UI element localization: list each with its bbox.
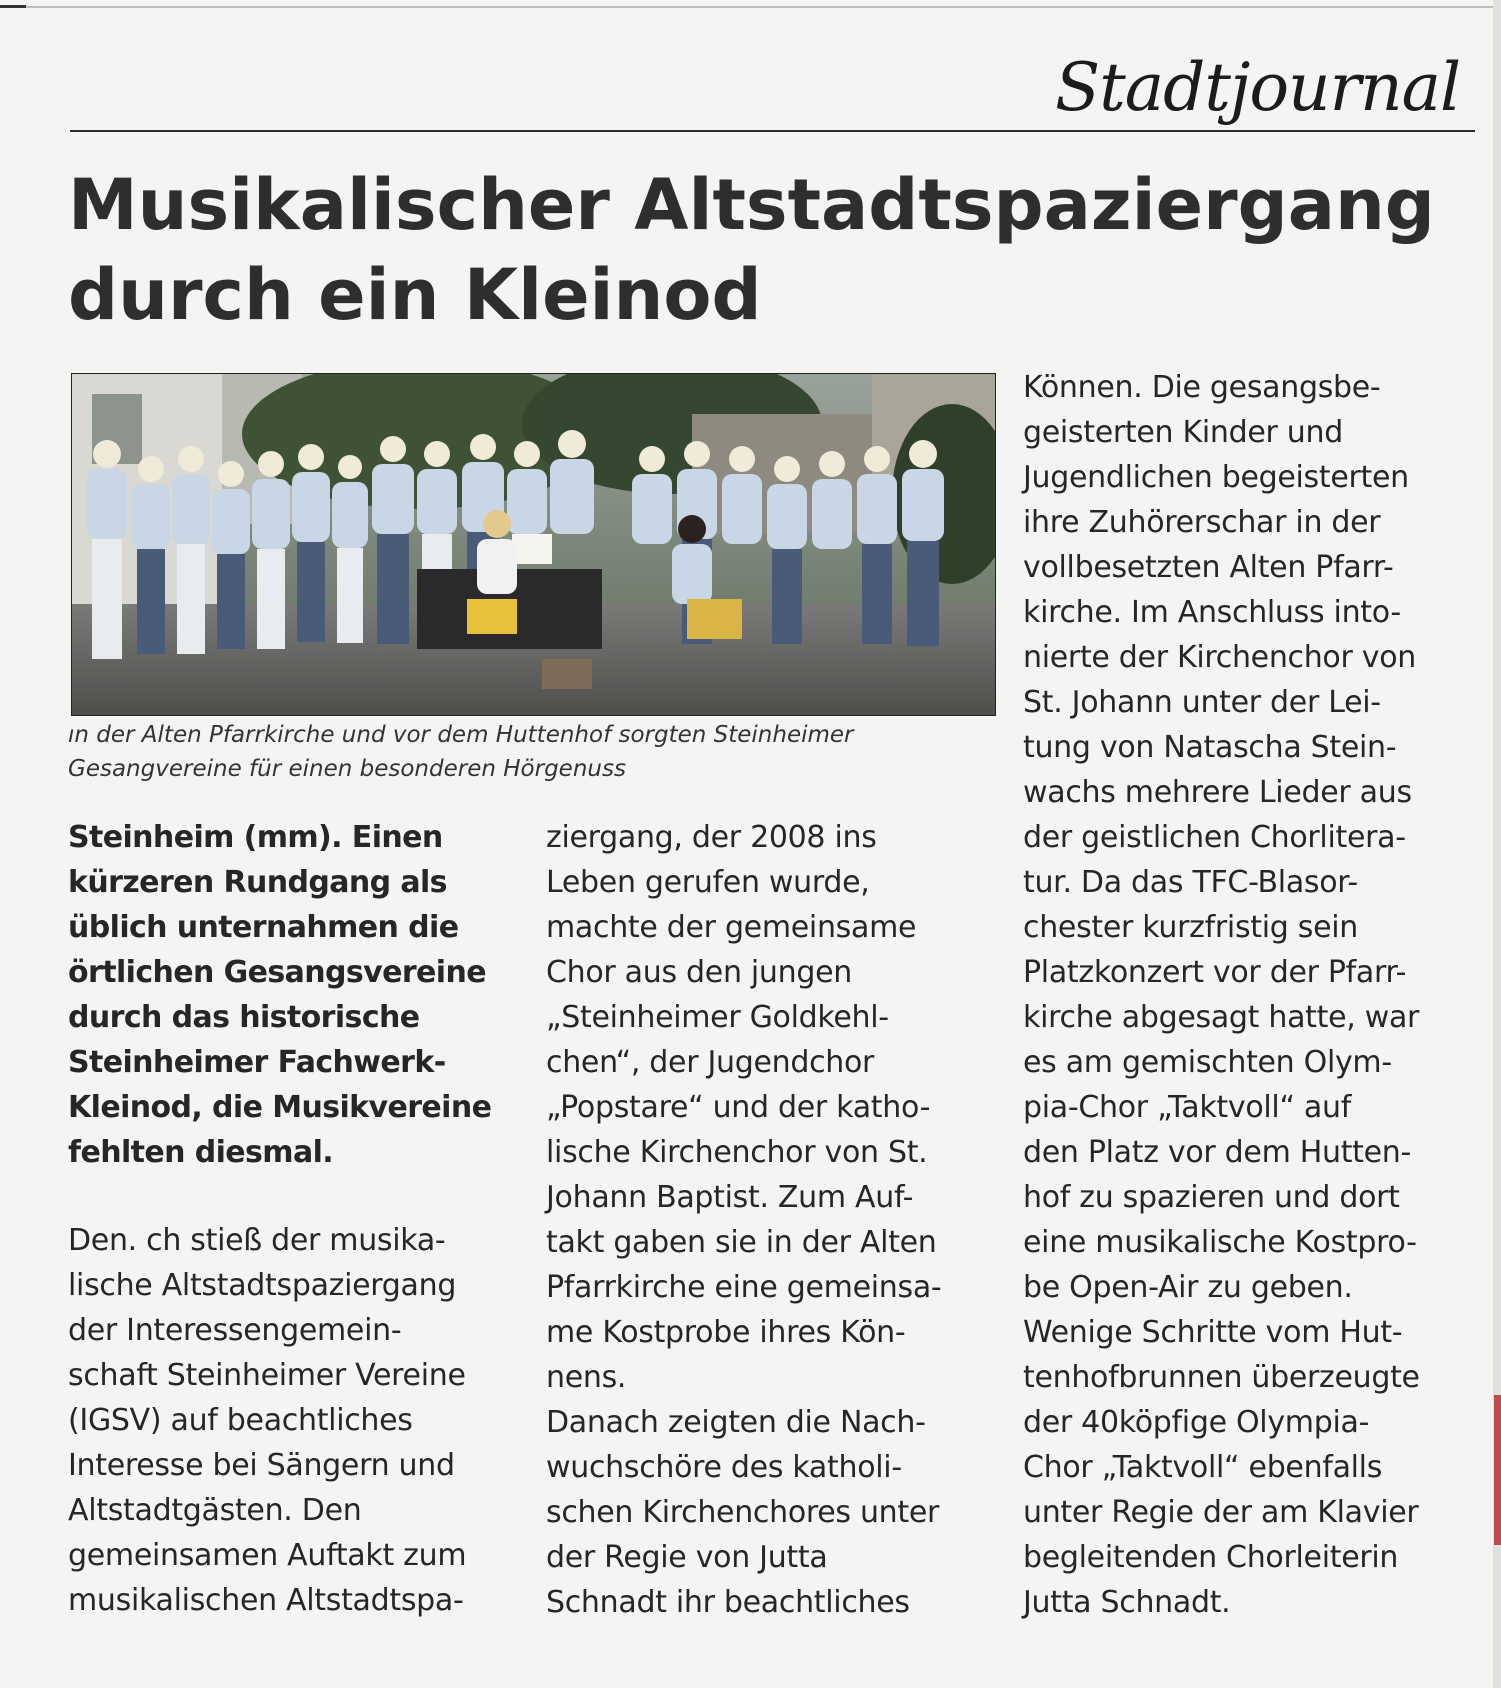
text-line: pia-Chor „Taktvoll“ auf [1023,1090,1351,1125]
text-line: Danach zeigten die Nach- [546,1405,926,1440]
text-line: Jugendlichen begeisterten [1023,460,1409,495]
text-line: den Platz vor dem Hutten- [1023,1135,1412,1170]
text-line: Platzkonzert vor der Pfarr- [1023,955,1407,990]
top-border [0,6,1501,8]
photo-caption [68,718,1008,786]
text-line: Pfarrkirche eine gemeinsa- [546,1270,942,1305]
text-line: Altstadtgästen. Den [68,1493,362,1528]
text-line: Leben gerufen wurde, [546,865,870,900]
text-line: nens. [546,1360,627,1395]
text-line: schen Kirchenchores unter [546,1495,940,1530]
text-line: schaft Steinheimer Vereine [68,1358,466,1393]
text-line: wachs mehrere Lieder aus [1023,775,1412,810]
text-line: Johann Baptist. Zum Auf- [546,1180,914,1215]
lead-line: Steinheim (mm). Einen [68,820,443,855]
lead-line: Kleinod, die Musikvereine [68,1090,492,1125]
choir-photo [71,373,996,716]
text-line: der Interessengemein- [68,1313,402,1348]
text-line: Interesse bei Sängern und [68,1448,455,1483]
text-line: lische Kirchenchor von St. [546,1135,928,1170]
choir-photo-illustration [72,374,995,715]
article-column-3 [1023,365,1478,1625]
text-line: Schnadt ihr beachtliches [546,1585,910,1620]
text-line: tur. Da das TFC-Blasor- [1023,865,1358,900]
text-line: ziergang, der 2008 ins [546,820,877,855]
article-lead [68,815,538,1175]
text-line: geisterten Kinder und [1023,415,1343,450]
text-line: „Steinheimer Goldkehl- [546,1000,889,1035]
text-line: machte der gemeinsame [546,910,917,945]
text-line: der geistlichen Chorlitera- [1023,820,1406,855]
lead-line: kürzeren Rundgang als [68,865,447,900]
text-line: me Kostprobe ihres Kön- [546,1315,906,1350]
text-line: „Popstare“ und der katho- [546,1090,931,1125]
text-line: Chor aus den jungen [546,955,852,990]
text-line: wuchschöre des katholi- [546,1450,902,1485]
text-line: hof zu spazieren und dort [1023,1180,1400,1215]
text-line: be Open-Air zu geben. [1023,1270,1353,1305]
text-line: chester kurzfristig sein [1023,910,1359,945]
top-border-mark [0,5,26,8]
text-line: nierte der Kirchenchor von [1023,640,1416,675]
lead-line: durch das historische [68,1000,420,1035]
text-line: Können. Die gesangsbe- [1023,370,1381,405]
text-line: Wenige Schritte vom Hut- [1023,1315,1403,1350]
text-line: der Regie von Jutta [546,1540,828,1575]
text-line: chen“, der Jugendchor [546,1045,875,1080]
masthead-title: Stadtjournal [1055,49,1461,126]
text-line: Den. ch stieß der musika- [68,1223,446,1258]
text-line: St. Johann unter der Lei- [1023,685,1381,720]
article-column-1 [68,1218,538,1623]
text-line: kirche. Im Anschluss into- [1023,595,1401,630]
text-line: eine musikalische Kostpro- [1023,1225,1417,1260]
text-line: vollbesetzten Alten Pfarr- [1023,550,1394,585]
text-line: unter Regie der am Klavier [1023,1495,1419,1530]
caption-line: Gesangvereine für einen besonderen Hörgenuss [68,756,626,782]
lead-line: fehlten diesmal. [68,1135,334,1170]
text-line: musikalischen Altstadtspa- [68,1583,464,1618]
lead-line: Steinheimer Fachwerk- [68,1045,446,1080]
headline-line: durch ein Kleinod [68,254,762,336]
caption-line: ın der Alten Pfarrkirche und vor dem Huttenhof sorgten Steinheimer [68,722,854,748]
page-edge-mark [1494,1395,1501,1545]
text-line: Chor „Taktvoll“ ebenfalls [1023,1450,1383,1485]
text-line: (IGSV) auf beachtliches [68,1403,413,1438]
text-line: tung von Natascha Stein- [1023,730,1397,765]
text-line: gemeinsamen Auftakt zum [68,1538,467,1573]
masthead-rule [70,130,1475,132]
article-column-2 [546,815,1016,1625]
text-line: es am gemischten Olym- [1023,1045,1392,1080]
text-line: takt gaben sie in der Alten [546,1225,937,1260]
text-line: begleitenden Chorleiterin [1023,1540,1399,1575]
text-line: lische Altstadtspaziergang [68,1268,457,1303]
text-line: ihre Zuhörerschar in der [1023,505,1381,540]
lead-line: üblich unternahmen die [68,910,459,945]
headline-line: Musikalischer Altstadtspaziergang [68,164,1435,246]
article-headline [68,160,1438,340]
text-line: der 40köpfige Olympia- [1023,1405,1370,1440]
text-line: tenhofbrunnen überzeugte [1023,1360,1420,1395]
lead-line: örtlichen Gesangsvereine [68,955,486,990]
text-line: Jutta Schnadt. [1023,1585,1231,1620]
text-line: kirche abgesagt hatte, war [1023,1000,1420,1035]
